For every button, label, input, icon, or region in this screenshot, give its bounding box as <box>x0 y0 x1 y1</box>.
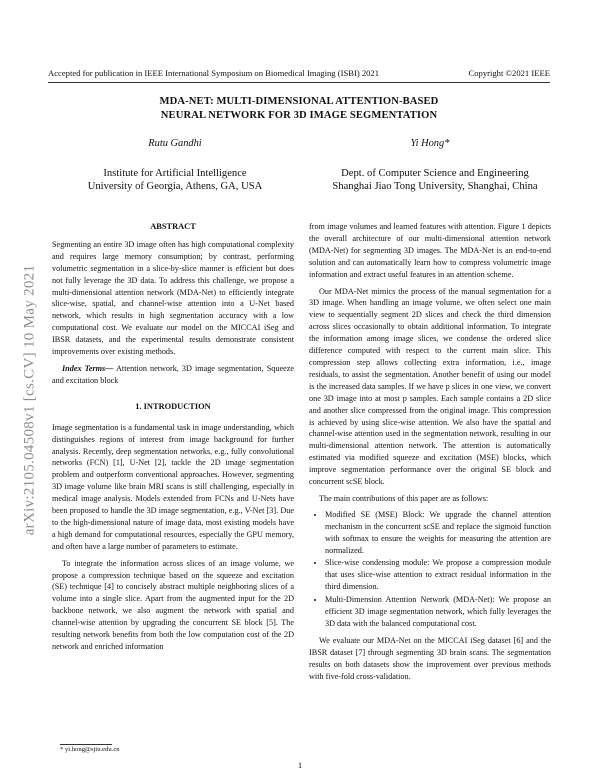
abstract-heading: ABSTRACT <box>150 222 196 231</box>
index-terms <box>52 363 294 387</box>
right-paragraph-2: Our MDA-Net mimics the process of the manual segmentation for a 3D image. When handling an image volume, we often select one main view to sequentially segment 2D slices and check the third dimension across slices occasionally to obtain additional information. To integrate the information among image slices, we condense the ordered slice difference computed with respect to the current main slice. This compression step allows collecting extra information, i.e., image residuals, to assist the segmentation. Another benefit of using our model is the increased data samples. If we have p slices in one view, we convert one 3D image into at most p samples. Each sample contains a 2D slice and another slice compressed from the original image. This compression is achieved by using slice-wise attention. We also have the spatial and channel-wise attention used in the segmentation network, resulting in our multi-dimensional attention network. The attention is automatically estimated via modified squeeze and excitation (MSE) blocks, which improve segmentation performance over the original SE block and concurrent scSE block. <box>309 286 551 487</box>
title-line-2: NEURAL NETWORK FOR 3D IMAGE SEGMENTATION <box>160 110 438 121</box>
author-1-name: Rutu Gandhi <box>148 138 202 149</box>
abstract-text: Segmenting an entire 3D image often has high computational complexity and requires large memory consumption; by contrast, performing volumetric segmentation in a slice-by-slice manner is efficient but does not fully leverage the 3D data. To address this challenge, we propose a multi-dimensional attention network (MDA-Net) to efficiently integrate slice-wise, spatial, and channel-wise attention into a U-Net based network, which results in high segmentation accuracy with a low computational cost. We evaluate our model on the MICCAI iSeg and IBSR datasets, and the experimental results demonstrate consistent improvements over existing methods. <box>52 239 294 357</box>
header-left: Accepted for publication in IEEE International Symposium on Biomedical Imaging (ISBI) 2021 <box>48 68 380 78</box>
intro-paragraph-1: Image segmentation is a fundamental task in image understanding, which distinguishes regions of interest from image background for further analysis. Recently, deep segmentation networks, e.g., fully convolutional networks (FCN) [1], U-Net [2], tackle the 2D image segmentation problem and outperform conventional approaches. However, segmenting 3D image volume like brain MRI scans is still challenging, especially in medical image analysis. Models extended from FCNs and U-Nets have been proposed to handle the 3D image segmentation, e.g., V-Net [3]. Due to the high-dimensional nature of image data, most existing models have a high demand for computational resources, especially the GPU memory, and often have a large number of parameters to estimate. <box>52 422 294 551</box>
author-2-affil-line2: Shanghai Jiao Tong University, Shanghai, China <box>332 181 538 192</box>
index-terms-text: Attention network, 3D image segmentation, Squeeze and excitation block <box>52 363 295 385</box>
header-rule <box>48 82 550 83</box>
running-header <box>48 68 550 78</box>
paper-title <box>48 95 550 123</box>
author-1-affil-line1: Institute for Artificial Intelligence <box>103 168 247 179</box>
contributions-intro: The main contributions of this paper are as follows: <box>319 493 489 503</box>
title-line-1: MDA-NET: MULTI-DIMENSIONAL ATTENTION-BASED <box>159 96 439 107</box>
arxiv-stamp-text: arXiv:2105.04508v1 [cs.CV] 10 May 2021 <box>21 264 38 536</box>
footnote-rule <box>60 744 112 745</box>
contribution-item: • Multi-Dimension Attention Network (MDA-Net): We propose an efficient 3D image segmentation network, which fully leverages the 3D data with the balanced computational cost. <box>325 594 551 630</box>
author-1-affil-line2: University of Georgia, Athens, GA, USA <box>87 181 263 192</box>
contribution-item: • Modified SE (MSE) Block: We upgrade the channel attention mechanism in the concurrent scSE and replace the sigmoid function with softmax to ensure the weights for measuring the attention are normalized. <box>325 509 551 557</box>
intro-paragraph-2: To integrate the information across slices of an image volume, we propose a compression technique based on the squeeze and excitation (SE) technique [4] to concisely abstract multiple neighboring slices of a volume into a single slice. Apart from the augmented input for the 2D backbone network, we also augment the network with spatial and channel-wise attention by upgrading the concurrent SE block [5]. The resulting network benefits from both the low computation cost of the 2D network and enriched information <box>52 558 294 651</box>
author-2-name: Yi Hong* <box>410 138 450 149</box>
contribution-item: • Slice-wise condensing module: We propose a compression module that uses slice-wise attention to extract residual information in the third dimension. <box>325 557 551 593</box>
author-2-affil-line1: Dept. of Computer Science and Engineering <box>341 168 529 179</box>
author-1-affiliation <box>50 167 300 193</box>
arxiv-stamp <box>20 230 40 570</box>
left-column <box>52 221 294 653</box>
intro-heading: 1. INTRODUCTION <box>135 401 211 411</box>
contributions-list <box>309 509 551 630</box>
header-right: Copyright ©2021 IEEE <box>468 68 550 78</box>
right-column <box>309 221 551 683</box>
index-terms-label: Index Terms— <box>62 363 114 373</box>
right-paragraph-4: We evaluate our MDA-Net on the MICCAI iSeg dataset [6] and the IBSR dataset [7] through segmenting 3D brain scans. The segmentation results on both datasets show the improvement over previous methods with five-fold cross-validation. <box>309 635 551 681</box>
footnote: * yi.hong@sjtu.edu.cn <box>60 746 120 753</box>
right-paragraph-1: from image volumes and learned features with attention. Figure 1 depicts the overall architecture of our multi-dimensional attention network (MDA-Net) for segmenting 3D images. The MDA-Net is an end-to-end solution and can automatically learn how to compress volumetric image information and extract useful features in an attention scheme. <box>309 222 551 279</box>
page-number: 1 <box>297 760 303 770</box>
author-2-affiliation <box>310 167 560 193</box>
